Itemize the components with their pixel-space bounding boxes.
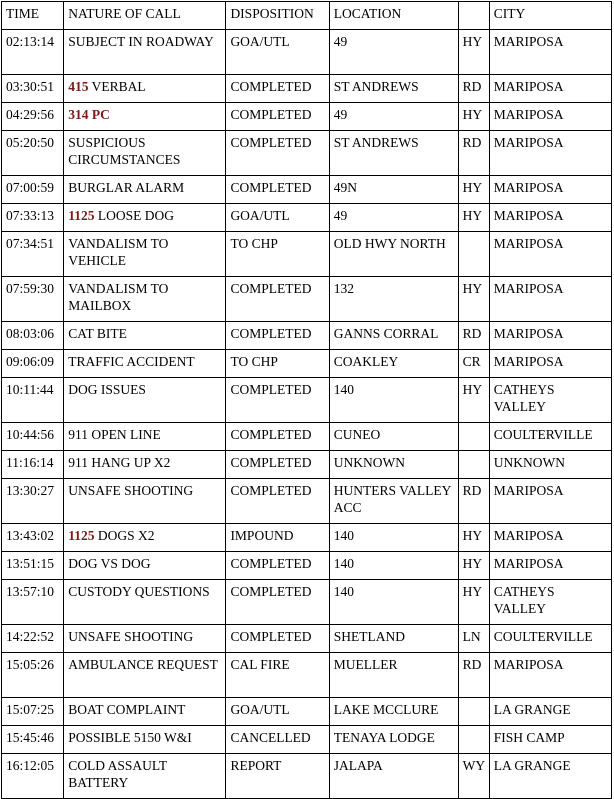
cell-disposition: COMPLETED [226, 322, 329, 350]
cell-nature-of-call [64, 75, 226, 103]
cell-city: MARIPOSA [489, 653, 611, 698]
call-code: 415 [68, 79, 89, 94]
cell-nature-of-call [64, 423, 226, 451]
cell-time: 11:16:14 [2, 451, 64, 479]
cell-nature-of-call [64, 277, 226, 322]
cell-suffix: RD [458, 479, 489, 524]
cell-disposition: TO CHP [226, 350, 329, 378]
cell-nature-of-call [64, 350, 226, 378]
cell-time: 14:22:52 [2, 625, 64, 653]
cell-city: MARIPOSA [489, 103, 611, 131]
cell-city: LA GRANGE [489, 698, 611, 726]
cell-location: UNKNOWN [329, 451, 458, 479]
cell-city: MARIPOSA [489, 524, 611, 552]
cell-suffix: HY [458, 30, 489, 75]
cell-suffix: HY [458, 176, 489, 204]
cell-disposition: TO CHP [226, 232, 329, 277]
cell-city: MARIPOSA [489, 131, 611, 176]
nature-text: LOOSE DOG [97, 208, 174, 223]
cell-time: 13:30:27 [2, 479, 64, 524]
nature-text: BOAT COMPLAINT [68, 702, 186, 717]
cell-nature-of-call [64, 479, 226, 524]
table-row [2, 131, 612, 176]
nature-text: 911 OPEN LINE [68, 427, 161, 442]
header-location: LOCATION [329, 2, 458, 30]
cell-nature-of-call [64, 698, 226, 726]
cell-disposition: GOA/UTL [226, 204, 329, 232]
cell-suffix: RD [458, 131, 489, 176]
cell-city: MARIPOSA [489, 75, 611, 103]
nature-text: DOG VS DOG [68, 556, 151, 571]
nature-text: VANDALISM TO VEHICLE [68, 236, 169, 268]
table-row [2, 176, 612, 204]
cell-disposition: COMPLETED [226, 479, 329, 524]
cell-time: 07:33:13 [2, 204, 64, 232]
cell-location: 49 [329, 204, 458, 232]
cell-disposition: CANCELLED [226, 726, 329, 754]
nature-text: SUSPICIOUS CIRCUMSTANCES [68, 135, 181, 167]
header-disposition: DISPOSITION [226, 2, 329, 30]
table-row [2, 378, 612, 423]
cell-time: 15:45:46 [2, 726, 64, 754]
table-row [2, 350, 612, 378]
cell-suffix: RD [458, 653, 489, 698]
nature-text: 911 HANG UP X2 [68, 455, 171, 470]
cell-nature-of-call [64, 726, 226, 754]
nature-text: DOGS X2 [97, 528, 155, 543]
cell-disposition: COMPLETED [226, 378, 329, 423]
cell-city: CATHEYS VALLEY [489, 378, 611, 423]
cell-city: COULTERVILLE [489, 625, 611, 653]
header-time: TIME [2, 2, 64, 30]
cell-city: CATHEYS VALLEY [489, 580, 611, 625]
cell-nature-of-call [64, 204, 226, 232]
table-row [2, 451, 612, 479]
table-row [2, 580, 612, 625]
nature-text: DOG ISSUES [68, 382, 146, 397]
cell-location: 49 [329, 103, 458, 131]
call-log-table [1, 1, 612, 799]
cell-city: COULTERVILLE [489, 423, 611, 451]
cell-nature-of-call [64, 30, 226, 75]
cell-suffix: HY [458, 103, 489, 131]
cell-nature-of-call [64, 176, 226, 204]
cell-time: 16:12:05 [2, 754, 64, 799]
cell-disposition: COMPLETED [226, 75, 329, 103]
cell-time: 13:57:10 [2, 580, 64, 625]
cell-time: 05:20:50 [2, 131, 64, 176]
cell-location: CUNEO [329, 423, 458, 451]
nature-text: CUSTODY QUESTIONS [68, 584, 210, 599]
table-row [2, 204, 612, 232]
cell-nature-of-call [64, 625, 226, 653]
nature-text: VANDALISM TO MAILBOX [68, 281, 169, 313]
cell-nature-of-call [64, 653, 226, 698]
cell-time: 04:29:56 [2, 103, 64, 131]
nature-text: BURGLAR ALARM [68, 180, 185, 195]
cell-time: 08:03:06 [2, 322, 64, 350]
cell-disposition: COMPLETED [226, 131, 329, 176]
cell-disposition: COMPLETED [226, 423, 329, 451]
cell-suffix [458, 232, 489, 277]
cell-suffix: RD [458, 322, 489, 350]
cell-location: JALAPA [329, 754, 458, 799]
table-row [2, 479, 612, 524]
table-row [2, 75, 612, 103]
cell-suffix: LN [458, 625, 489, 653]
call-code: 1125 [68, 208, 95, 223]
cell-time: 13:51:15 [2, 552, 64, 580]
cell-location: LAKE MCCLURE [329, 698, 458, 726]
table-row [2, 698, 612, 726]
cell-disposition: COMPLETED [226, 580, 329, 625]
cell-time: 07:59:30 [2, 277, 64, 322]
cell-disposition: COMPLETED [226, 451, 329, 479]
nature-text: POSSIBLE 5150 W&I [68, 730, 192, 745]
cell-time: 07:34:51 [2, 232, 64, 277]
header-city: CITY [489, 2, 611, 30]
table-row [2, 103, 612, 131]
cell-location: TENAYA LODGE [329, 726, 458, 754]
cell-time: 13:43:02 [2, 524, 64, 552]
cell-suffix [458, 451, 489, 479]
cell-suffix: HY [458, 552, 489, 580]
cell-location: 49 [329, 30, 458, 75]
cell-disposition: IMPOUND [226, 524, 329, 552]
cell-nature-of-call [64, 232, 226, 277]
nature-text: UNSAFE SHOOTING [68, 629, 194, 644]
cell-disposition: REPORT [226, 754, 329, 799]
cell-suffix: HY [458, 204, 489, 232]
cell-city: MARIPOSA [489, 350, 611, 378]
header-row [2, 2, 612, 30]
nature-text: SUBJECT IN ROADWAY [68, 34, 214, 49]
cell-nature-of-call [64, 103, 226, 131]
cell-location: ST ANDREWS [329, 75, 458, 103]
cell-nature-of-call [64, 131, 226, 176]
cell-disposition: COMPLETED [226, 103, 329, 131]
cell-city: MARIPOSA [489, 30, 611, 75]
nature-text: AMBULANCE REQUEST [68, 657, 218, 672]
cell-nature-of-call [64, 378, 226, 423]
cell-suffix: WY [458, 754, 489, 799]
cell-city: MARIPOSA [489, 277, 611, 322]
cell-suffix: HY [458, 524, 489, 552]
nature-text: CAT BITE [68, 326, 127, 341]
table-row [2, 625, 612, 653]
table-row [2, 552, 612, 580]
cell-location: ST ANDREWS [329, 131, 458, 176]
table-row [2, 653, 612, 698]
cell-disposition: COMPLETED [226, 552, 329, 580]
nature-text: TRAFFIC ACCIDENT [68, 354, 195, 369]
cell-nature-of-call [64, 754, 226, 799]
cell-suffix [458, 698, 489, 726]
cell-location: COAKLEY [329, 350, 458, 378]
cell-suffix: HY [458, 580, 489, 625]
call-code: 314 PC [68, 107, 110, 122]
call-code: 1125 [68, 528, 95, 543]
cell-time: 03:30:51 [2, 75, 64, 103]
cell-nature-of-call [64, 524, 226, 552]
cell-location: 140 [329, 378, 458, 423]
cell-city: UNKNOWN [489, 451, 611, 479]
cell-city: LA GRANGE [489, 754, 611, 799]
cell-suffix: CR [458, 350, 489, 378]
cell-suffix: HY [458, 378, 489, 423]
cell-city: MARIPOSA [489, 479, 611, 524]
cell-time: 10:11:44 [2, 378, 64, 423]
cell-nature-of-call [64, 552, 226, 580]
cell-location: 140 [329, 524, 458, 552]
cell-location: HUNTERS VALLEY ACC [329, 479, 458, 524]
cell-time: 07:00:59 [2, 176, 64, 204]
cell-location: SHETLAND [329, 625, 458, 653]
table-row [2, 754, 612, 799]
table-row [2, 423, 612, 451]
cell-disposition: COMPLETED [226, 625, 329, 653]
cell-time: 09:06:09 [2, 350, 64, 378]
table-row [2, 322, 612, 350]
cell-time: 10:44:56 [2, 423, 64, 451]
header-nature-of-call: NATURE OF CALL [64, 2, 226, 30]
cell-location: GANNS CORRAL [329, 322, 458, 350]
cell-city: MARIPOSA [489, 204, 611, 232]
cell-suffix [458, 423, 489, 451]
cell-nature-of-call [64, 322, 226, 350]
cell-disposition: COMPLETED [226, 176, 329, 204]
cell-city: FISH CAMP [489, 726, 611, 754]
cell-city: MARIPOSA [489, 322, 611, 350]
cell-location: 140 [329, 580, 458, 625]
cell-location: 140 [329, 552, 458, 580]
cell-time: 15:07:25 [2, 698, 64, 726]
cell-disposition: CAL FIRE [226, 653, 329, 698]
cell-location: OLD HWY NORTH [329, 232, 458, 277]
nature-text: UNSAFE SHOOTING [68, 483, 194, 498]
header-suffix [458, 2, 489, 30]
cell-time: 15:05:26 [2, 653, 64, 698]
cell-city: MARIPOSA [489, 552, 611, 580]
table-row [2, 232, 612, 277]
table-row [2, 726, 612, 754]
cell-disposition: COMPLETED [226, 277, 329, 322]
cell-location: MUELLER [329, 653, 458, 698]
cell-city: MARIPOSA [489, 176, 611, 204]
cell-disposition: GOA/UTL [226, 30, 329, 75]
cell-suffix [458, 726, 489, 754]
cell-nature-of-call [64, 580, 226, 625]
cell-suffix: RD [458, 75, 489, 103]
table-row [2, 30, 612, 75]
table-row [2, 524, 612, 552]
cell-location: 132 [329, 277, 458, 322]
cell-time: 02:13:14 [2, 30, 64, 75]
cell-city: MARIPOSA [489, 232, 611, 277]
cell-disposition: GOA/UTL [226, 698, 329, 726]
cell-location: 49N [329, 176, 458, 204]
cell-nature-of-call [64, 451, 226, 479]
nature-text: COLD ASSAULT BATTERY [68, 758, 167, 790]
nature-text: VERBAL [91, 79, 146, 94]
table-row [2, 277, 612, 322]
cell-suffix: HY [458, 277, 489, 322]
